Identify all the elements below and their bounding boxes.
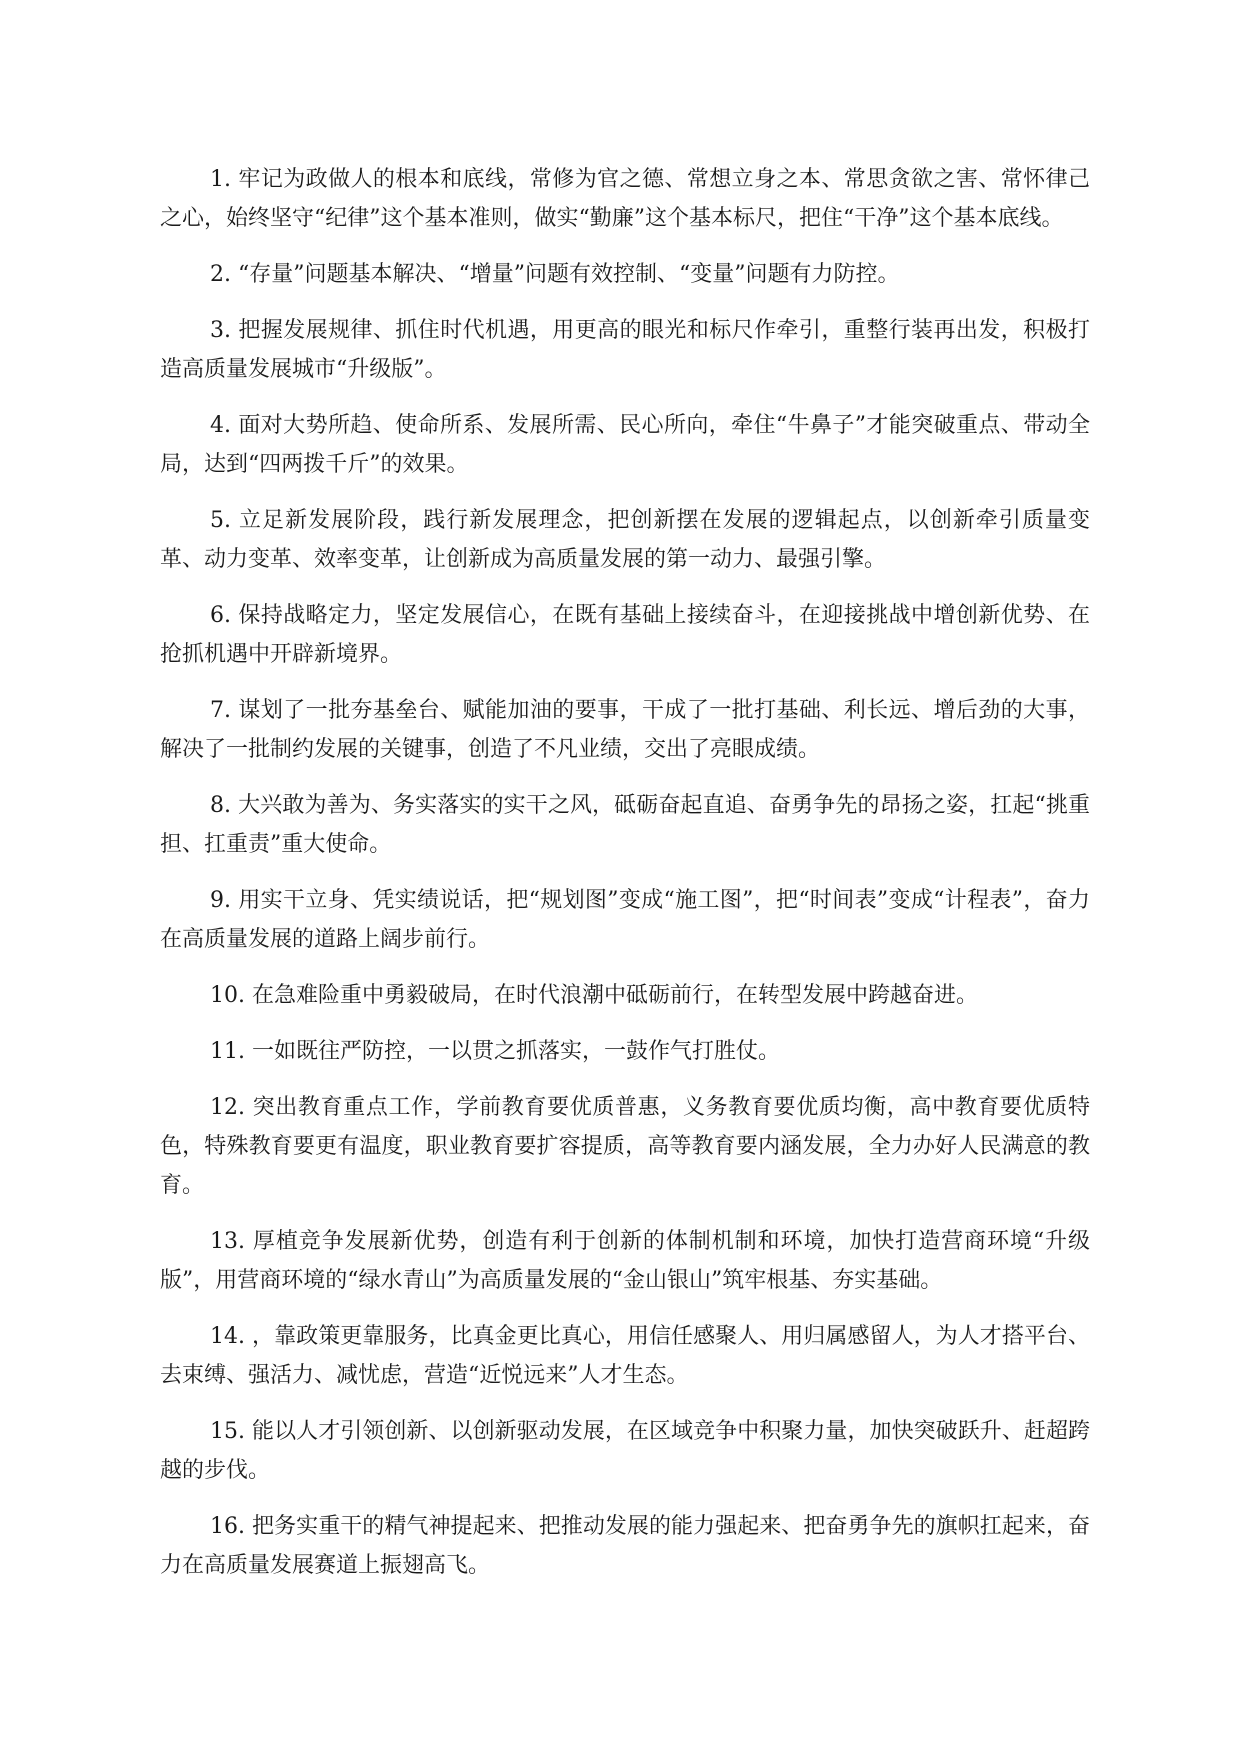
- paragraph-16: 16. 把务实重干的精气神提起来、把推动发展的能力强起来、把奋勇争先的旗帜扛起来，奋力在高质量发展赛道上振翅高飞。: [160, 1514, 1090, 1578]
- paragraph-5: 5. 立足新发展阶段，践行新发展理念，把创新摆在发展的逻辑起点，以创新牵引质量变革、动力变革、效率变革，让创新成为高质量发展的第一动力、最强引擎。: [160, 508, 1090, 572]
- paragraph-11: 11. 一如既往严防控，一以贯之抓落实，一鼓作气打胜仗。: [210, 1039, 780, 1064]
- paragraph-15: 15. 能以人才引领创新、以创新驱动发展，在区域竞争中积聚力量，加快突破跃升、赶超跨越的步伐。: [160, 1419, 1090, 1483]
- paragraph-4: 4. 面对大势所趋、使命所系、发展所需、民心所向，牵住“牛鼻子”才能突破重点、带动全局，达到“四两拨千斤”的效果。: [160, 413, 1090, 477]
- paragraph-12: 12. 突出教育重点工作，学前教育要优质普惠，义务教育要优质均衡，高中教育要优质特色，特殊教育要更有温度，职业教育要扩容提质，高等教育要内涵发展，全力办好人民满意的教育。: [160, 1095, 1090, 1198]
- paragraph-10: 10. 在急难险重中勇毅破局，在时代浪潮中砥砺前行，在转型发展中跨越奋进。: [210, 983, 978, 1008]
- paragraph-6: 6. 保持战略定力，坚定发展信心，在既有基础上接续奋斗，在迎接挑战中增创新优势、在抢抓机遇中开辟新境界。: [160, 603, 1090, 667]
- paragraph-9: 9. 用实干立身、凭实绩说话，把“规划图”变成“施工图”，把“时间表”变成“计程表”，奋力在高质量发展的道路上阔步前行。: [160, 888, 1090, 952]
- paragraph-3: 3. 把握发展规律、抓住时代机遇，用更高的眼光和标尺作牵引，重整行装再出发，积极打造高质量发展城市“升级版”。: [160, 318, 1090, 382]
- paragraph-2: 2. “存量”问题基本解决、“增量”问题有效控制、“变量”问题有力防控。: [210, 262, 900, 287]
- document-page: [160, 160, 1090, 1602]
- paragraph-1: 1. 牢记为政做人的根本和底线，常修为官之德、常想立身之本、常思贪欲之害、常怀律己之心，始终坚守“纪律”这个基本准则，做实“勤廉”这个基本标尺，把住“干净”这个基本底线。: [160, 167, 1090, 231]
- paragraph-13: 13. 厚植竞争发展新优势，创造有利于创新的体制机制和环境，加快打造营商环境“升级版”，用营商环境的“绿水青山”为高质量发展的“金山银山”筑牢根基、夯实基础。: [160, 1229, 1090, 1293]
- paragraph-8: 8. 大兴敢为善为、务实落实的实干之风，砥砺奋起直追、奋勇争先的昂扬之姿，扛起“挑重担、扛重责”重大使命。: [160, 793, 1090, 857]
- paragraph-14: 14. ，靠政策更靠服务，比真金更比真心，用信任感聚人、用归属感留人，为人才搭平台、去束缚、强活力、减忧虑，营造“近悦远来”人才生态。: [160, 1324, 1090, 1388]
- paragraph-7: 7. 谋划了一批夯基垒台、赋能加油的要事，干成了一批打基础、利长远、增后劲的大事，解决了一批制约发展的关键事，创造了不凡业绩，交出了亮眼成绩。: [160, 698, 1090, 762]
